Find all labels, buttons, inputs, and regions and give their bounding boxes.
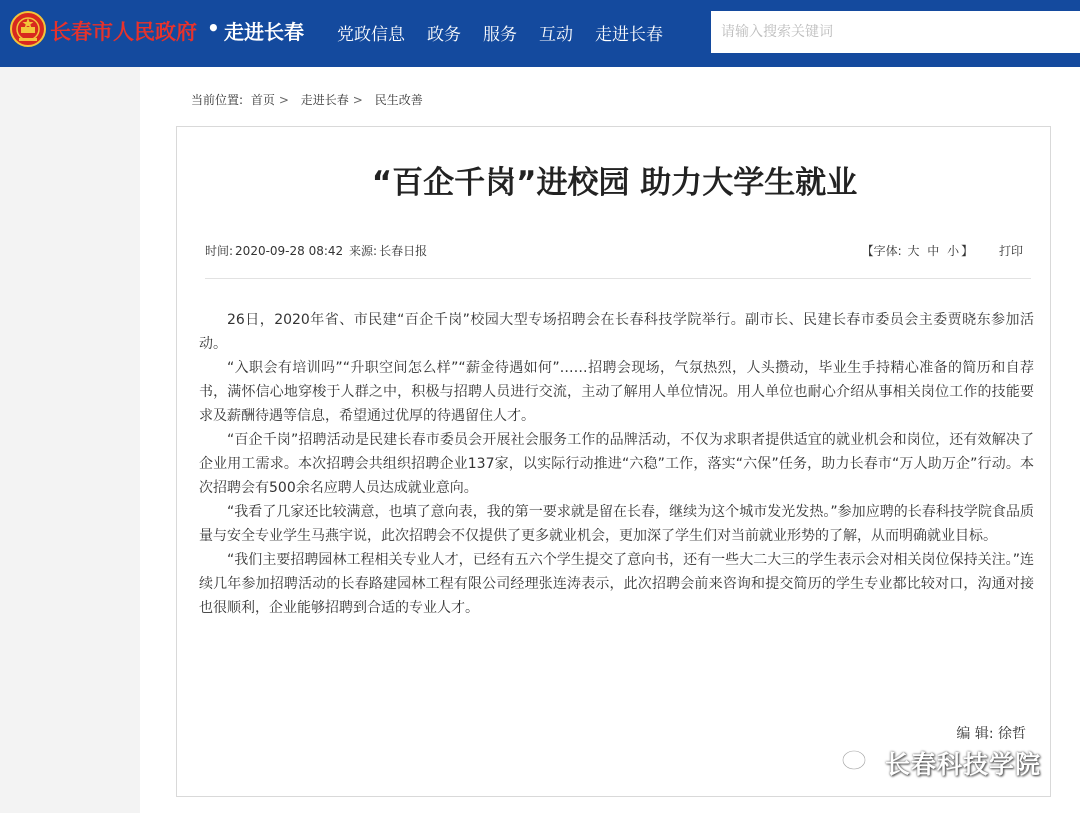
article-tools <box>862 242 1023 259</box>
print-button[interactable]: 打印 <box>998 244 1023 258</box>
article-title: “百企千岗”进校园 助力大学生就业 <box>371 165 858 201</box>
nav-item-interaction[interactable]: 互动 <box>539 25 573 45</box>
meta-divider <box>205 278 1031 279</box>
nav-item-party-gov-info[interactable]: 党政信息 <box>337 25 405 45</box>
article-meta <box>205 242 429 259</box>
nav-item-government-affairs[interactable]: 政务 <box>427 25 461 45</box>
font-size-small[interactable]: 小 <box>947 244 960 258</box>
breadcrumb-label: 当前位置: <box>191 93 244 107</box>
paragraph: “百企千岗”招聘活动是民建长春市委员会开展社会服务工作的品牌活动，不仅为求职者提供适宜的就业机会和岗位，还有效解决了企业用工需求。本次招聘会共组织招聘企业137家，以实际行动推进“六稳”工作，落实“六保”任务，助力长春市“万人助万企”行动。本次招聘会有500余名应聘人员达成就业意向。 <box>199 432 1034 496</box>
site-name[interactable]: 长春市人民政府 <box>50 20 197 44</box>
breadcrumb-separator: > <box>278 93 289 107</box>
section-name[interactable]: 走进长春 <box>224 20 304 44</box>
national-emblem-icon <box>10 10 46 48</box>
watermark-text: 长春科技学院 <box>885 750 1042 779</box>
search-input[interactable] <box>711 11 1080 53</box>
article-body <box>199 308 1034 620</box>
time-value: 2020-09-28 08:42 <box>235 244 344 258</box>
breadcrumb-livelihood[interactable]: 民生改善 <box>374 93 423 107</box>
main-nav <box>337 20 685 45</box>
editor-name: 徐哲 <box>998 726 1026 742</box>
source-label: 来源: <box>349 244 378 258</box>
font-size-medium[interactable]: 中 <box>927 244 940 258</box>
font-size-large[interactable]: 大 <box>907 244 920 258</box>
breadcrumb-about-changchun[interactable]: 走进长春 <box>300 93 349 107</box>
font-size-close: 】 <box>961 244 974 258</box>
time-label: 时间: <box>205 244 234 258</box>
wechat-icon <box>841 748 875 778</box>
search-box <box>711 11 1080 53</box>
article-panel <box>176 126 1051 797</box>
breadcrumb-separator: > <box>352 93 363 107</box>
title-separator: • <box>207 16 220 40</box>
paragraph: “我看了几家还比较满意，也填了意向表，我的第一要求就是留在长春，继续为这个城市发光发热。”参加应聘的长春科技学院食品质量与安全专业学生马燕宇说，此次招聘会不仅提供了更多就业机会，更加深了学生们对当前就业形势的了解，从而明确就业目标。 <box>199 504 1034 544</box>
wechat-watermark <box>841 745 1041 781</box>
nav-item-about-changchun[interactable]: 走进长春 <box>595 25 663 45</box>
font-size-label: 【字体: <box>861 244 902 258</box>
editor-credit <box>956 723 1026 743</box>
left-gutter <box>0 67 140 813</box>
nav-item-services[interactable]: 服务 <box>483 25 517 45</box>
breadcrumb-home[interactable]: 首页 <box>250 93 275 107</box>
editor-label: 编 辑: <box>956 726 994 742</box>
site-header <box>0 0 1080 67</box>
font-size-control <box>862 244 974 258</box>
paragraph: “我们主要招聘园林工程相关专业人才，已经有五六个学生提交了意向书，还有一些大二大三的学生表示会对相关岗位保持关注。”连续几年参加招聘活动的长春路建园林工程有限公司经理张连涛表示，此次招聘会前来咨询和提交简历的学生专业都比较对口，沟通对接也很顺利，企业能够招聘到合适的专业人才。 <box>199 552 1034 616</box>
paragraph: “入职会有培训吗”“升职空间怎么样”“薪金待遇如何”……招聘会现场，气氛热烈，人头攒动，毕业生手持精心准备的简历和自荐书，满怀信心地穿梭于人群之中，积极与招聘人员进行交流，主动了解用人单位情况。用人单位也耐心介绍从事相关岗位工作的技能要求及薪酬待遇等信息，希望通过优厚的待遇留住人才。 <box>199 360 1034 424</box>
breadcrumb <box>191 91 427 108</box>
source-value: 长春日报 <box>379 244 428 258</box>
paragraph: 26日，2020年省、市民建“百企千岗”校园大型专场招聘会在长春科技学院举行。副市长、民建长春市委员会主委贾晓东参加活动。 <box>199 312 1034 352</box>
